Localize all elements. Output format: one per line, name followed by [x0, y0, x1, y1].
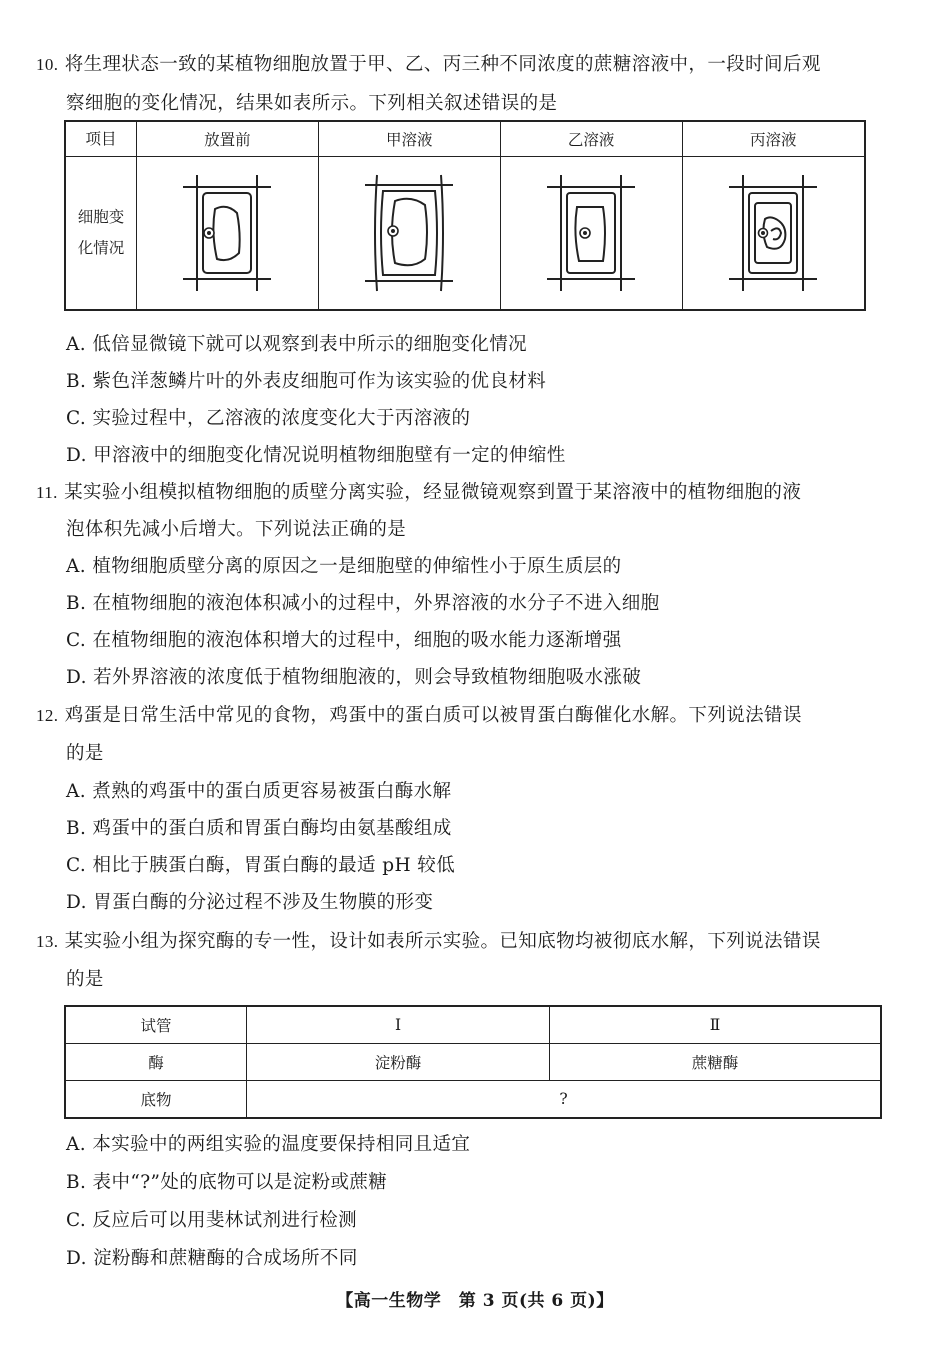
q10-line2: 察细胞的变化情况，结果如表所示。下列相关叙述错误的是	[66, 93, 558, 114]
q13-option-c: C. 反应后可以用斐林试剂进行检测	[66, 1210, 358, 1231]
q13-line2: 的是	[66, 969, 104, 990]
table-header-solution-c: 丙溶液	[682, 121, 865, 157]
q13-option-d: D. 淀粉酶和蔗糖酶的合成场所不同	[66, 1248, 358, 1269]
table-header-item: 项目	[65, 121, 137, 157]
q13-option-a: A. 本实验中的两组实验的温度要保持相同且适宜	[66, 1134, 471, 1155]
plant-cell-before-icon	[181, 173, 273, 293]
q12-line1: 12. 鸡蛋是日常生活中常见的食物，鸡蛋中的蛋白质可以被胃蛋白酶催化水解。下列说法错误	[36, 705, 802, 726]
q10-option-b: B. 紫色洋葱鳞片叶的外表皮细胞可作为该实验的优良材料	[66, 371, 547, 392]
cell-change-table	[64, 120, 866, 311]
cell-diagram-solution-a	[318, 157, 500, 311]
row-label-cell-change	[65, 157, 137, 311]
q12-option-c: C. 相比于胰蛋白酶，胃蛋白酶的最适 pH 较低	[66, 855, 456, 876]
table-cell-substrate-unknown: ?	[247, 1081, 882, 1119]
q10-line1: 10. 将生理状态一致的某植物细胞放置于甲、乙、丙三种不同浓度的蔗糖溶液中，一段时间后观	[36, 54, 821, 75]
cell-diagram-solution-c	[682, 157, 865, 311]
q12-option-d: D. 胃蛋白酶的分泌过程不涉及生物膜的形变	[66, 892, 434, 913]
table-cell-tube-1: Ⅰ	[247, 1006, 550, 1044]
table-header-solution-b: 乙溶液	[500, 121, 682, 157]
table-cell-substrate-label: 底物	[65, 1081, 247, 1119]
q11-line1: 11. 某实验小组模拟植物细胞的质壁分离实验，经显微镜观察到置于某溶液中的植物细胞的液	[36, 482, 802, 503]
row-label-line1: 细胞变	[77, 208, 125, 226]
table-header-solution-a: 甲溶液	[318, 121, 500, 157]
q11-option-c: C. 在植物细胞的液泡体积增大的过程中，细胞的吸水能力逐渐增强	[66, 630, 622, 651]
q10-option-d: D. 甲溶液中的细胞变化情况说明植物细胞壁有一定的伸缩性	[66, 445, 566, 466]
plant-cell-solution-c-icon	[727, 173, 819, 293]
q11-line2: 泡体积先减小后增大。下列说法正确的是	[66, 519, 407, 540]
q13-line1: 13. 某实验小组为探究酶的专一性，设计如表所示实验。已知底物均被彻底水解，下列说法错误	[36, 931, 821, 952]
cell-diagram-solution-b	[500, 157, 682, 311]
q11-option-d: D. 若外界溶液的浓度低于植物细胞液的，则会导致植物细胞吸水涨破	[66, 667, 642, 688]
q13-option-b: B. 表中“?”处的底物可以是淀粉或蔗糖	[66, 1172, 388, 1193]
plant-cell-solution-b-icon	[545, 173, 637, 293]
q11-option-b: B. 在植物细胞的液泡体积减小的过程中，外界溶液的水分子不进入细胞	[66, 593, 660, 614]
table-cell-enzyme-label: 酶	[65, 1044, 247, 1081]
page-footer: 【高一生物学 第 3 页(共 6 页)】	[336, 1291, 614, 1311]
table-header-before: 放置前	[137, 121, 319, 157]
q12-option-a: A. 煮熟的鸡蛋中的蛋白质更容易被蛋白酶水解	[66, 781, 452, 802]
q12-line2: 的是	[66, 743, 104, 764]
row-label-line2: 化情况	[77, 239, 125, 257]
plant-cell-solution-a-icon	[363, 173, 455, 293]
q12-option-b: B. 鸡蛋中的蛋白质和胃蛋白酶均由氨基酸组成	[66, 818, 452, 839]
table-cell-sucrase: 蔗糖酶	[550, 1044, 882, 1081]
q11-option-a: A. 植物细胞质壁分离的原因之一是细胞壁的伸缩性小于原生质层的	[66, 556, 622, 577]
q10-option-c: C. 实验过程中，乙溶液的浓度变化大于丙溶液的	[66, 408, 471, 429]
enzyme-experiment-table	[64, 1005, 882, 1119]
q10-option-a: A. 低倍显微镜下就可以观察到表中所示的细胞变化情况	[66, 334, 528, 355]
cell-diagram-before	[137, 157, 319, 311]
table-cell-amylase: 淀粉酶	[247, 1044, 550, 1081]
table-cell-tube-2: Ⅱ	[550, 1006, 882, 1044]
table-cell-tube-label: 试管	[65, 1006, 247, 1044]
